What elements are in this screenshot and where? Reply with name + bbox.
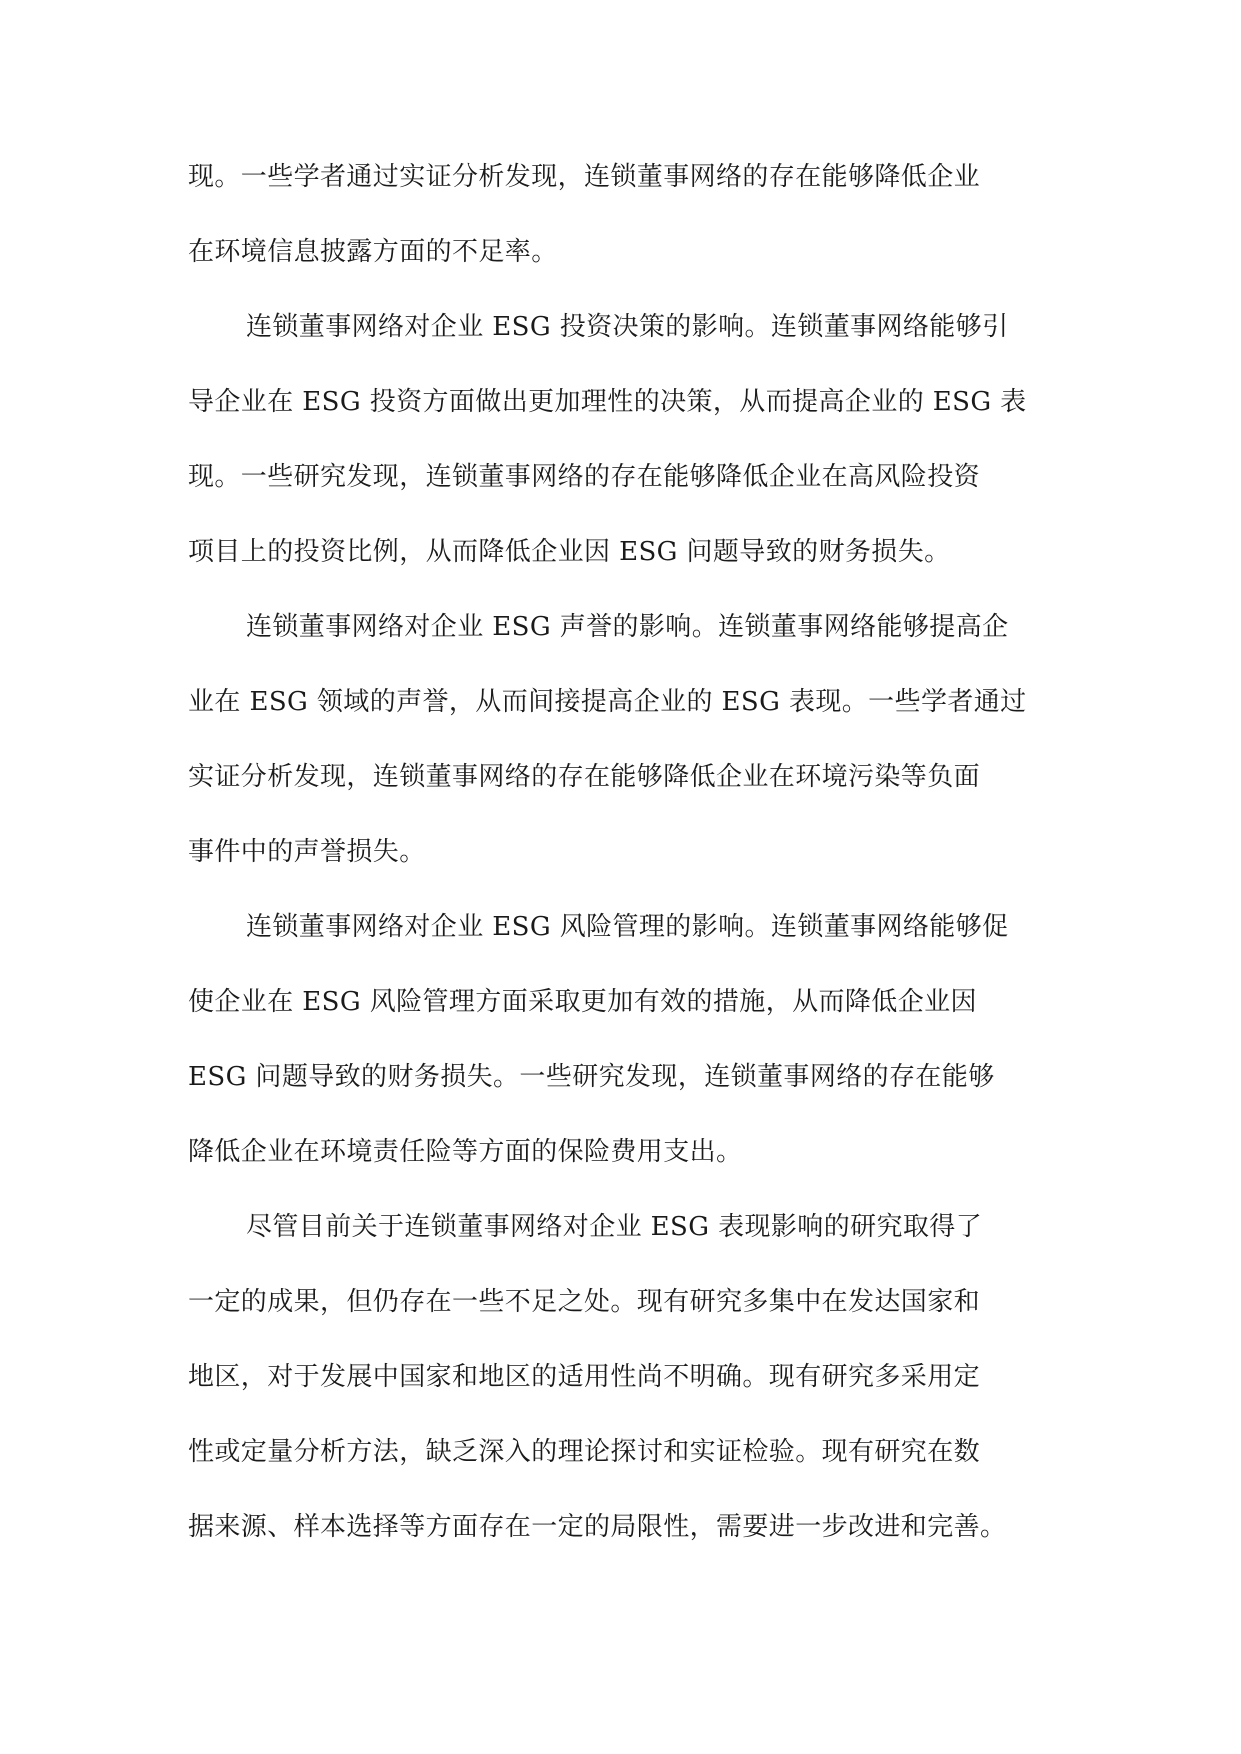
text-line: 一定的成果，但仍存在一些不足之处。现有研究多集中在发达国家和 [188, 1287, 981, 1317]
body-text [188, 140, 1058, 1565]
text-line: 实证分析发现，连锁董事网络的存在能够降低企业在环境污染等负面 [188, 762, 981, 792]
text-line: 现。一些研究发现，连锁董事网络的存在能够降低企业在高风险投资 [188, 462, 981, 492]
text-line: 业在 ESG 领域的声誉，从而间接提高企业的 ESG 表现。一些学者通过 [188, 687, 1027, 717]
text-line: 在环境信息披露方面的不足率。 [188, 237, 558, 267]
paragraph-start-line: 尽管目前关于连锁董事网络对企业 ESG 表现影响的研究取得了 [246, 1212, 983, 1242]
text-line: 使企业在 ESG 风险管理方面采取更加有效的措施，从而降低企业因 [188, 987, 977, 1017]
text-line: 地区，对于发展中国家和地区的适用性尚不明确。现有研究多采用定 [188, 1362, 981, 1392]
text-line: 导企业在 ESG 投资方面做出更加理性的决策，从而提高企业的 ESG 表 [188, 387, 1027, 417]
paragraph-start-line: 连锁董事网络对企业 ESG 投资决策的影响。连锁董事网络能够引 [246, 312, 1009, 342]
text-line: 据来源、样本选择等方面存在一定的局限性，需要进一步改进和完善。 [188, 1512, 1007, 1542]
paragraph-start-line: 连锁董事网络对企业 ESG 风险管理的影响。连锁董事网络能够促 [246, 912, 1009, 942]
text-line: 性或定量分析方法，缺乏深入的理论探讨和实证检验。现有研究在数 [188, 1437, 981, 1467]
text-line: ESG 问题导致的财务损失。一些研究发现，连锁董事网络的存在能够 [188, 1062, 995, 1092]
text-line: 事件中的声誉损失。 [188, 837, 426, 867]
text-line: 项目上的投资比例，从而降低企业因 ESG 问题导致的财务损失。 [188, 537, 951, 567]
text-line: 降低企业在环境责任险等方面的保险费用支出。 [188, 1137, 743, 1167]
paragraph-start-line: 连锁董事网络对企业 ESG 声誉的影响。连锁董事网络能够提高企 [246, 612, 1009, 642]
text-line: 现。一些学者通过实证分析发现，连锁董事网络的存在能够降低企业 [188, 162, 981, 192]
